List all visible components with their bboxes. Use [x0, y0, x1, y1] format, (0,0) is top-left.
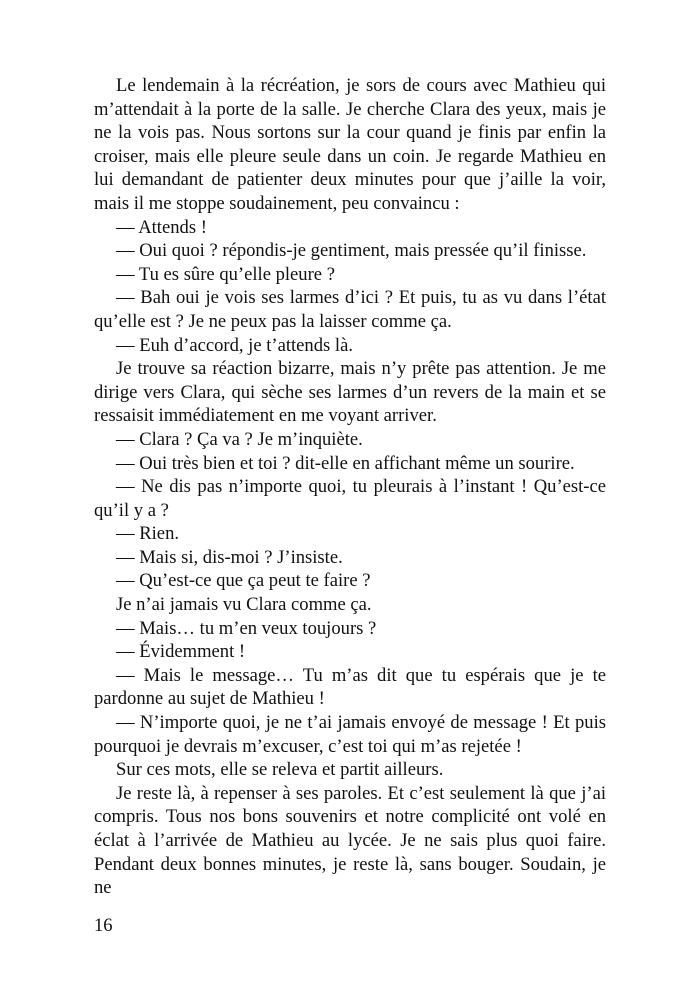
- dialogue-line: — Rien.: [116, 523, 180, 545]
- paragraph: Je trouve sa réaction bizarre, mais n’y prête pas attention. Je me dirige vers Clara, qui sèche ses larmes d’un revers de la main et se ressaisit immédiatement en me voyant arriver.: [94, 358, 606, 427]
- dialogue-line: — Clara ? Ça va ? Je m’inquiète.: [116, 428, 363, 450]
- paragraph: Je reste là, à repenser à ses paroles. Et c’est seulement là que j’ai compris. Tous nos bons souvenirs et notre complicité ont volé en éclat à l’arrivée de Mathieu au lycée. Je ne sais plus quoi faire. Pendant deux bonnes minutes, je reste là, sans bouger. Soudain, je ne: [94, 782, 606, 899]
- paragraph: Sur ces mots, elle se releva et partit ailleurs.: [116, 759, 444, 781]
- dialogue-line: — Ne dis pas n’importe quoi, tu pleurais à l’instant ! Qu’est-ce qu’il y a ?: [94, 476, 606, 521]
- dialogue-line: — Oui quoi ? répondis-je gentiment, mais pressée qu’il finisse.: [116, 240, 587, 262]
- dialogue-line: — N’importe quoi, je ne t’ai jamais envoyé de message ! Et puis pourquoi je devrais m’excuser, c’est toi qui m’as rejetée !: [94, 712, 606, 757]
- dialogue-line: — Oui très bien et toi ? dit-elle en affichant même un sourire.: [116, 452, 575, 474]
- dialogue-line: — Qu’est-ce que ça peut te faire ?: [116, 570, 371, 592]
- body-text: [94, 74, 606, 900]
- dialogue-line: — Tu es sûre qu’elle pleure ?: [116, 263, 335, 285]
- paragraph: Le lendemain à la récréation, je sors de cours avec Mathieu qui m’attendait à la porte de la salle. Je cherche Clara des yeux, mais je ne la vois pas. Nous sortons sur la cour quand je finis par enfin la croiser, mais elle pleure seule dans un coin. Je regarde Mathieu en lui demandant de patienter deux minutes pour que j’aille la voir, mais il me stoppe soudainement, peu convaincu :: [94, 75, 606, 214]
- paragraph: Je n’ai jamais vu Clara comme ça.: [116, 594, 372, 616]
- dialogue-line: — Évidemment !: [116, 641, 246, 663]
- dialogue-line: — Euh d’accord, je t’attends là.: [116, 334, 353, 356]
- page-number: 16: [94, 915, 113, 936]
- dialogue-line: — Mais le message… Tu m’as dit que tu espérais que je te pardonne au sujet de Mathieu !: [94, 664, 606, 710]
- dialogue-line: — Bah oui je vois ses larmes d’ici ? Et puis, tu as vu dans l’état qu’elle est ? Je ne peux pas la laisser comme ça.: [94, 287, 606, 332]
- dialogue-line: — Mais si, dis-moi ? J’insiste.: [116, 546, 343, 568]
- dialogue-line: — Attends !: [116, 216, 207, 238]
- dialogue-line: — Mais… tu m’en veux toujours ?: [116, 617, 377, 639]
